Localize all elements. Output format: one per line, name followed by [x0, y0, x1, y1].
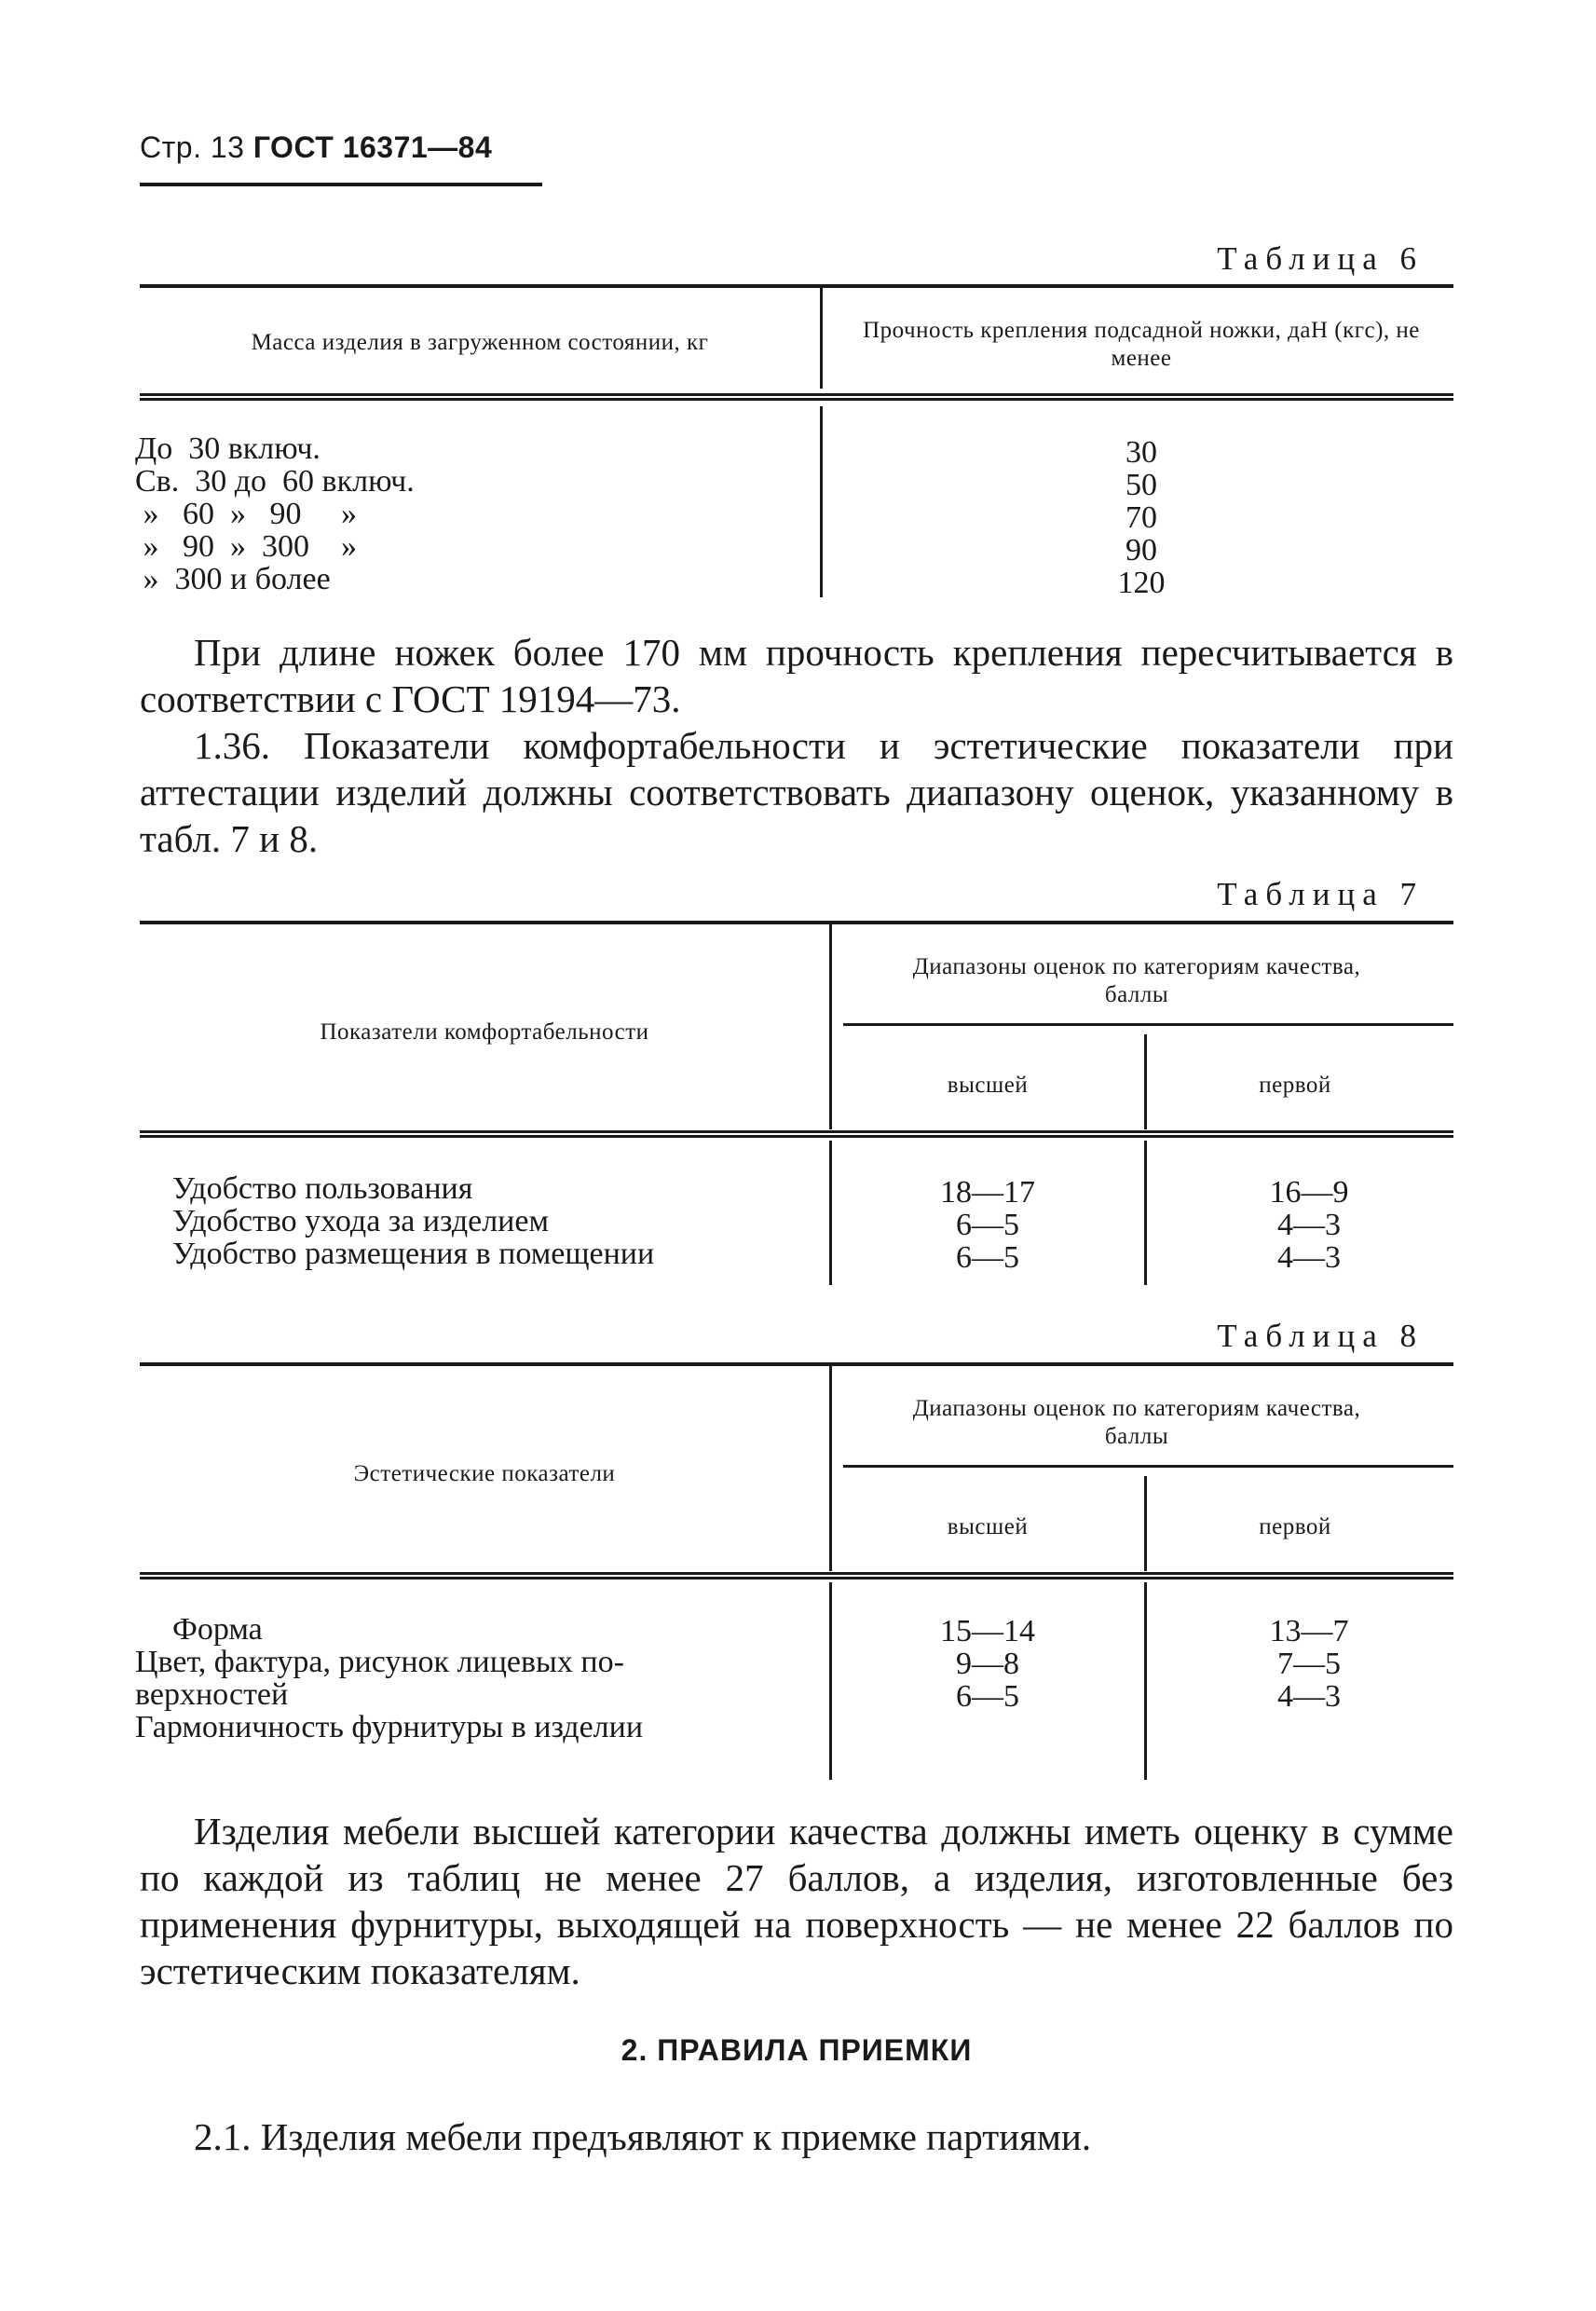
table6-row: » 300 и более	[135, 562, 331, 596]
table6-row: » 90 » 300 »	[135, 529, 357, 564]
table7-header-rule	[140, 1130, 1453, 1138]
table8-caption: Таблица 8	[1217, 1318, 1424, 1354]
table6-value: 70	[1125, 500, 1157, 535]
paragraph-2-1: 2.1. Изделия мебели предъявляют к приемке партиями.	[194, 2115, 1092, 2158]
table6-row: » 60 » 90 »	[135, 497, 357, 531]
table6-value: 30	[1125, 435, 1157, 470]
header-rule	[140, 183, 542, 186]
table8-body-divider-2	[1144, 1582, 1147, 1780]
table7-top-rule	[140, 921, 1453, 924]
table7-group-rule	[843, 1023, 1453, 1026]
table8-high-value: 9—8	[956, 1647, 1019, 1681]
table7-high-column	[894, 1176, 1081, 1274]
table6-body-divider	[820, 406, 823, 597]
table8-group-header: Диапазоны оценок по категориям качества, баллы	[912, 1396, 1361, 1449]
table7-high-value: 6—5	[956, 1240, 1019, 1275]
table6-col2-header: Прочность крепления подсадной ножки, даН (кгс), не менее	[863, 318, 1420, 371]
table8-col1-header: Эстетические показатели	[353, 1461, 616, 1486]
table6-col1-header: Масса изделия в загруженном состоянии, кг	[251, 330, 709, 355]
table7-group-header: Диапазоны оценок по категориям качества, баллы	[912, 954, 1361, 1007]
table7-first-value: 4—3	[1277, 1208, 1341, 1242]
paragraph-1-36: 1.36. Показатели комфортабельности и эстетические показатели при аттестации изделий должны соответствовать диапазону оценок, указанному в табл. 7 и 8.	[140, 724, 1453, 860]
table8-row-name: Гармоничность фурнитуры в изделии	[135, 1710, 644, 1744]
table8-high-column	[894, 1615, 1081, 1713]
table7-header-divider	[829, 923, 832, 1129]
table8-first-column	[1216, 1615, 1402, 1713]
table7-sub-first: первой	[1259, 1073, 1331, 1098]
table6-mass-column	[135, 432, 415, 595]
table6-row: До 30 включ.	[135, 431, 321, 466]
table8-body-divider-1	[829, 1582, 832, 1780]
page-number: Стр. 13	[140, 130, 245, 164]
table8-header-rule	[140, 1572, 1453, 1579]
gost-code: ГОСТ 16371—84	[252, 130, 493, 164]
section-title: 2. ПРАВИЛА ПРИЕМКИ	[621, 2033, 973, 2067]
table6-value-column	[1053, 436, 1230, 599]
table8-sub-first: первой	[1259, 1514, 1331, 1539]
table6-value: 90	[1125, 533, 1157, 567]
table8-first-value: 7—5	[1277, 1647, 1341, 1681]
table7-names-column	[172, 1172, 654, 1270]
table7-body-divider-1	[829, 1141, 832, 1285]
table8-header-divider	[829, 1364, 832, 1571]
table7-row-name: Удобство ухода за изделием	[172, 1204, 549, 1238]
table6-header-divider	[820, 286, 823, 389]
table6-value: 120	[1117, 566, 1166, 600]
table8-sub-high: высшей	[947, 1514, 1029, 1539]
table8-first-value: 13—7	[1269, 1614, 1349, 1648]
table7-high-value: 6—5	[956, 1208, 1019, 1242]
table6-header-rule	[140, 393, 1453, 401]
paragraph-quality-sum: Изделия мебели высшей категории качества должны иметь оценку в сумме по каждой из таблиц не менее 27 баллов, а изделия, изготовленные без применения фурнитуры, выходящей на поверхность — не менее 22 баллов по эстетическим показателям.	[140, 1810, 1453, 1992]
paragraph-ferrule-note: При длине ножек более 170 мм прочность крепления пересчитывается в соответствии с ГОСТ 19194—73.	[140, 631, 1453, 720]
table7-first-value: 16—9	[1269, 1175, 1349, 1210]
table8-names-column	[135, 1612, 644, 1744]
table7-body-divider-2	[1144, 1141, 1147, 1285]
table7-first-value: 4—3	[1277, 1240, 1341, 1275]
table6-caption: Таблица 6	[1217, 240, 1424, 277]
table7-row-name: Удобство размещения в помещении	[172, 1237, 655, 1271]
table8-first-value: 4—3	[1277, 1679, 1341, 1714]
table8-row-name: Цвет, фактура, рисунок лицевых по-	[135, 1645, 624, 1679]
table8-row-name: верхностей	[135, 1677, 289, 1712]
table7-first-column	[1216, 1176, 1402, 1274]
table6-top-rule	[140, 284, 1453, 288]
table8-high-value: 15—14	[940, 1614, 1035, 1648]
table8-high-value: 6—5	[956, 1679, 1019, 1714]
table8-row-name: Форма	[172, 1612, 263, 1647]
table6-value: 50	[1125, 468, 1157, 502]
table8-sub-divider	[1144, 1476, 1147, 1571]
table7-sub-divider	[1144, 1034, 1147, 1129]
table8-top-rule	[140, 1362, 1453, 1366]
table7-sub-high: высшей	[947, 1073, 1029, 1098]
table7-caption: Таблица 7	[1217, 876, 1424, 912]
table7-high-value: 18—17	[940, 1175, 1035, 1210]
page-header	[140, 130, 492, 165]
table6-row: Св. 30 до 60 включ.	[135, 464, 415, 499]
table7-col1-header: Показатели комфортабельности	[320, 1019, 649, 1045]
table8-group-rule	[843, 1465, 1453, 1468]
table7-row-name: Удобство пользования	[172, 1171, 473, 1206]
